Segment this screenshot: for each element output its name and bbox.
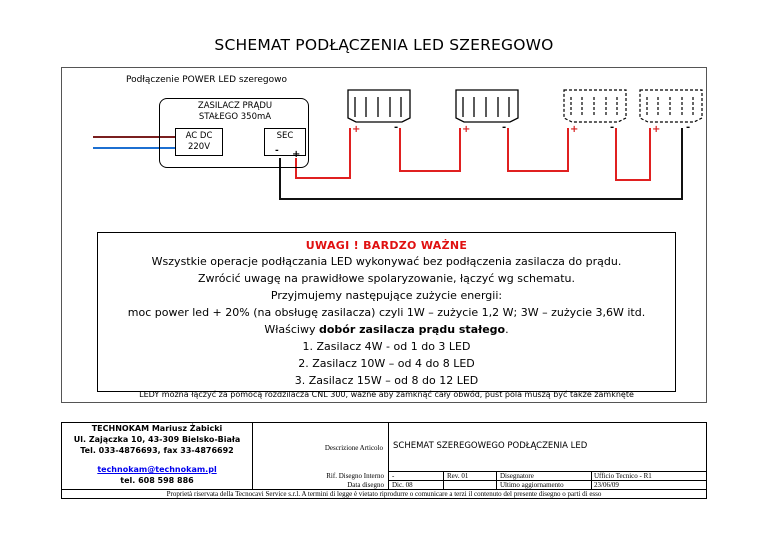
warning-line-5-bold: dobór zasilacza prądu stałego	[319, 323, 506, 336]
supply-label-line2: STAŁEGO 350mA	[198, 112, 272, 122]
warning-line-8: 3. Zasilacz 15W – od 8 do 12 LED	[294, 374, 479, 387]
footer-date-value: Dic. 08	[392, 481, 413, 489]
warning-line-2: Zwrócić uwagę na prawidłowe spolaryzowanie, łączyć wg schematu.	[197, 272, 576, 285]
led2-minus: -	[502, 122, 507, 133]
warning-title: UWAGI ! BARDZO WAŻNE	[305, 239, 468, 252]
diagram-subtitle: Podłączenie POWER LED szeregowo	[126, 75, 287, 85]
acdc-line2: 220V	[187, 142, 211, 152]
footer-rev-label: Rev. 01	[447, 472, 469, 480]
acdc-line1: AC DC	[185, 131, 213, 141]
warning-line-5-pre: Właściwy	[264, 323, 319, 336]
footer-tel: tel. 608 598 886	[120, 476, 194, 485]
warning-line-1: Wszystkie operacje podłączania LED wykonywać bez podłączenia zasilacza do prądu.	[151, 255, 622, 268]
sec-minus-terminal: -	[275, 146, 279, 156]
footer-update-label: Ultimo aggiornamento	[500, 481, 564, 489]
led1-plus: +	[352, 124, 361, 135]
footer-desc-value: SCHEMAT SZEREGOWEGO PODŁĄCZENIA LED	[393, 441, 588, 451]
led2-plus: +	[462, 124, 471, 135]
warning-line-4: moc power led + 20% (na obsługę zasilacza) czyli 1W – zużycie 1,2 W; 3W – zużycie 3,6W itd.	[127, 306, 646, 319]
footer-office-label: Ufficio Tecnico - R1	[594, 472, 652, 480]
footer-update-value: 23/06/09	[594, 481, 619, 489]
led3-plus: +	[570, 124, 579, 135]
led1-minus: -	[394, 122, 399, 133]
led4-plus: +	[652, 124, 661, 135]
warning-line-6: 1. Zasilacz 4W - od 1 do 3 LED	[302, 340, 471, 353]
footer-company: TECHNOKAM Mariusz Żabicki	[91, 424, 223, 433]
footer-address: Ul. Zajączka 10, 43-309 Bielsko-Biała	[73, 435, 241, 444]
led3-minus: -	[610, 122, 615, 133]
footer-designer-label: Disegnatore	[500, 472, 534, 480]
sec-label: SEC	[276, 131, 294, 141]
supply-label-line1: ZASILACZ PRĄDU	[197, 101, 273, 111]
footer-date-label: Data disegno	[347, 481, 384, 489]
warning-line-3: Przyjmujemy następujące zużycie energii:	[270, 289, 503, 302]
footer-desc-label: Descrizione Articolo	[324, 444, 383, 452]
footer-rif-label: Rif. Disegno Interno	[326, 472, 384, 480]
footer-phone-fax: Tel. 033-4876693, fax 33-4876692	[80, 446, 234, 455]
footer-email-link[interactable]: technokam@technokam.pl	[97, 465, 217, 474]
warning-line-5-post: .	[505, 323, 509, 336]
footer-rif-value: -	[392, 472, 395, 480]
page-title: SCHEMAT PODŁĄCZENIA LED SZEREGOWO	[214, 36, 554, 54]
sec-plus-terminal: +	[292, 149, 301, 160]
warning-line-7: 2. Zasilacz 10W – od 4 do 8 LED	[298, 357, 475, 370]
led4-minus: -	[686, 122, 691, 133]
warning-note: LEDY można łączyć za pomocą rozdzilacza CNL 300, ważne aby zamknąć cały obwód, pust pola muszą być także zamknęte	[139, 390, 634, 399]
footer-disclaimer: Proprietà riservata della Tecnocavi Service s.r.l. A termini di legge è vietato riprodurre o comunicare a terzi il contenuto del presente disegno o parti di esso	[166, 490, 602, 498]
